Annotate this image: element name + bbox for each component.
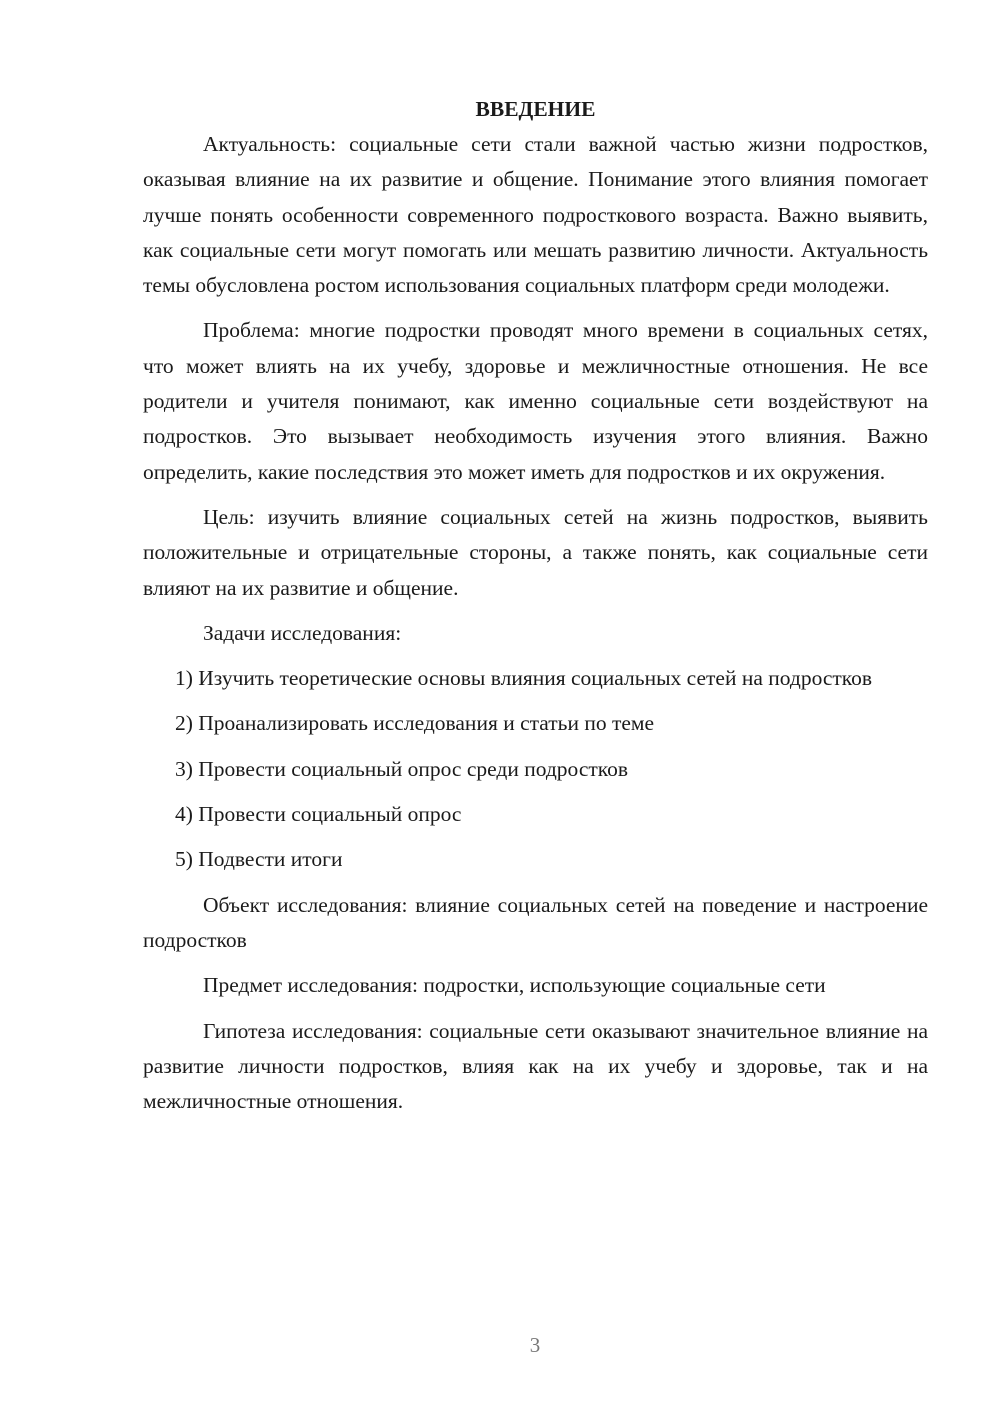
task-item: 2) Проанализировать исследования и статьи по теме: [175, 711, 655, 736]
page-number: 3: [529, 1333, 541, 1357]
task-item: 4) Провести социальный опрос: [175, 802, 462, 827]
subject-paragraph: Предмет исследования: подростки, использующие социальные сети: [203, 973, 826, 998]
goal-paragraph: Цель: изучить влияние социальных сетей на жизнь подростков, выявить положительные и отрицательные стороны, а также понять, как социальные сети влияют на их развитие и общение.: [143, 504, 928, 600]
document-page: [143, 92, 928, 1129]
tasks-heading: Задачи исследования:: [203, 620, 402, 645]
relevance-paragraph: Актуальность: социальные сети стали важной частью жизни подростков, оказывая влияние на их развитие и общение. Понимание этого влияния помогает лучше понять особенности современного подросткового возраста. Важно выявить, как социальные сети могут помогать или мешать развитию личности. Актуальность темы обусловлена ростом использования социальных платформ среди молодежи.: [143, 132, 928, 298]
page-title: ВВЕДЕНИЕ: [475, 97, 596, 121]
task-item: 1) Изучить теоретические основы влияния социальных сетей на подростков: [175, 666, 873, 691]
hypothesis-paragraph: Гипотеза исследования: социальные сети оказывают значительное влияние на развитие личности подростков, влияя как на их учебу и здоровье, так и на межличностные отношения.: [143, 1018, 928, 1114]
task-item: 5) Подвести итоги: [175, 847, 343, 872]
task-item: 3) Провести социальный опрос среди подростков: [175, 756, 629, 781]
object-paragraph: Объект исследования: влияние социальных сетей на поведение и настроение подростков: [143, 892, 928, 952]
problem-paragraph: Проблема: многие подростки проводят много времени в социальных сетях, что может влиять на их учебу, здоровье и межличностные отношения. Не все родители и учителя понимают, как именно социальные сети воздействуют на подростков. Это вызывает необходимость изучения этого влияния. Важно определить, какие последствия это может иметь для подростков и их окружения.: [143, 318, 928, 484]
